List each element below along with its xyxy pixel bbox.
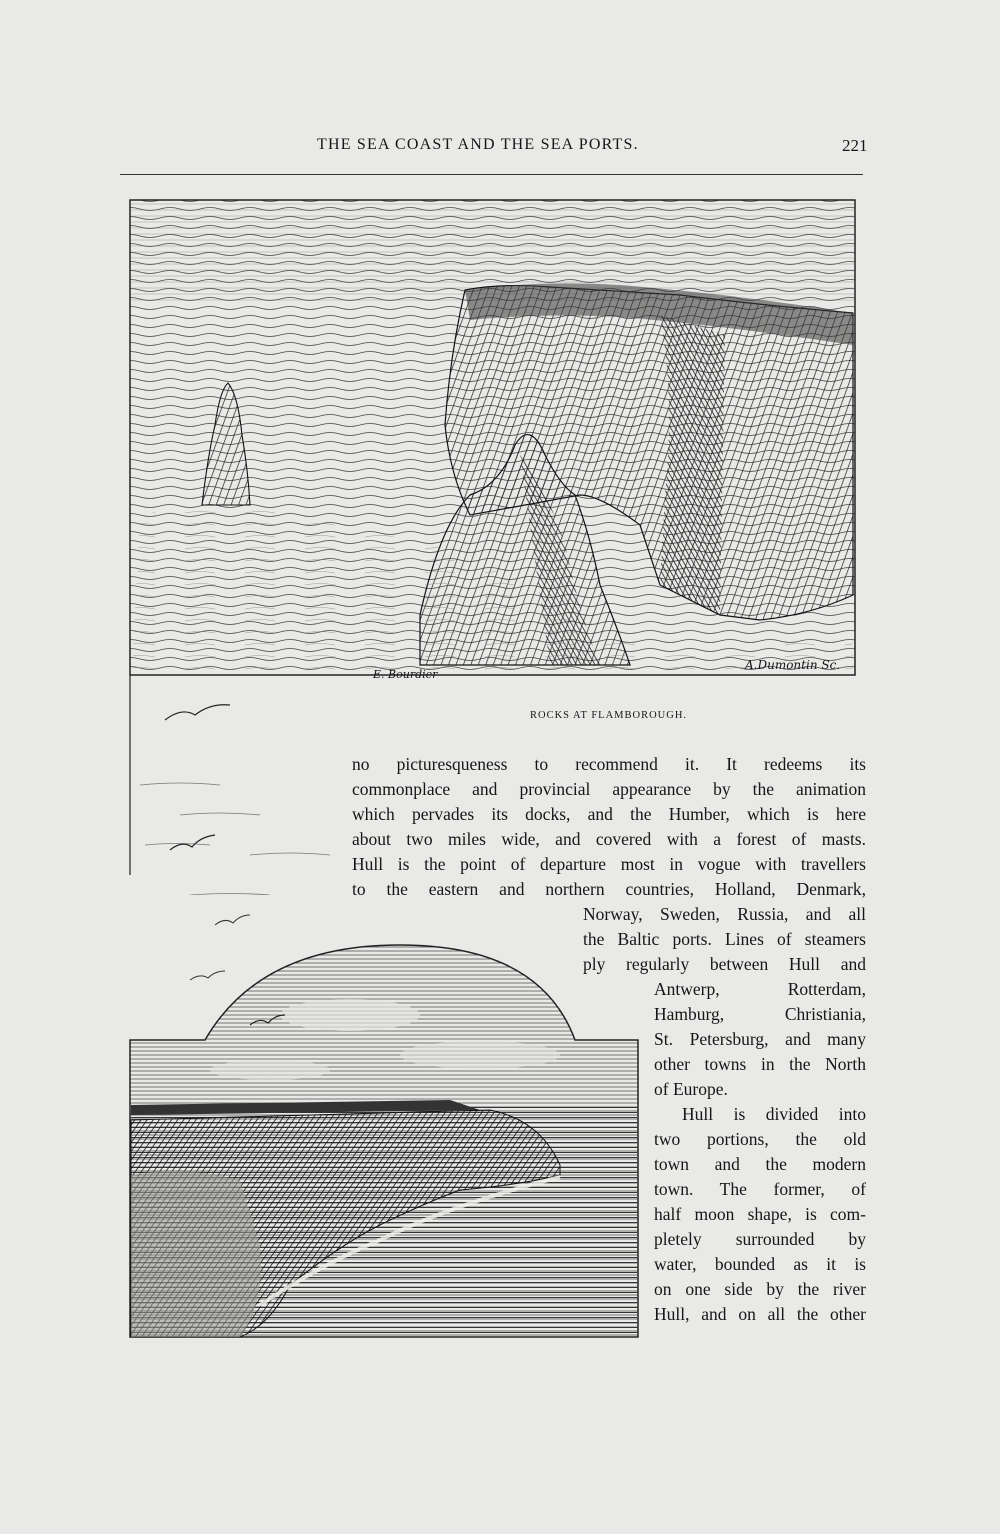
engraving-coastal-cliffs <box>120 905 650 1345</box>
text-line: Hamburg, Christiania, <box>654 1004 866 1024</box>
text-line: ply regularly between Hull and <box>583 954 866 974</box>
text-line: other towns in the North <box>654 1054 866 1074</box>
text-line: town and the modern <box>654 1154 866 1174</box>
artist-signature: E. Bourdier <box>373 668 438 681</box>
text-line: of Europe. <box>654 1079 728 1099</box>
text-line: Hull is the point of departure most in vogue with travellers <box>352 854 866 874</box>
text-line: two portions, the old <box>654 1129 866 1149</box>
engraver-signature: A.Dumontin Sc. <box>745 658 841 672</box>
text-line: pletely surrounded by <box>654 1229 866 1249</box>
text-line: on one side by the river <box>654 1279 866 1299</box>
text-line: the Baltic ports. Lines of steamers <box>583 929 866 949</box>
header-rule <box>120 174 863 175</box>
page-number: 221 <box>842 136 868 155</box>
figure-caption: ROCKS AT FLAMBOROUGH. <box>530 710 688 721</box>
text-line: Hull is divided into <box>682 1104 866 1124</box>
text-line: no picturesqueness to recommend it. It redeems its <box>352 754 866 774</box>
text-line: Hull, and on all the other <box>654 1304 866 1324</box>
text-line: about two miles wide, and covered with a forest of masts. <box>352 829 866 849</box>
text-line: Antwerp, Rotterdam, <box>654 979 866 999</box>
text-line: St. Petersburg, and many <box>654 1029 866 1049</box>
text-line: town. The former, of <box>654 1179 866 1199</box>
text-line: Norway, Sweden, Russia, and all <box>583 904 866 924</box>
text-line: half moon shape, is com- <box>654 1204 866 1224</box>
running-title: THE SEA COAST AND THE SEA PORTS. <box>317 136 639 153</box>
text-line: to the eastern and northern countries, Holland, Denmark, <box>352 879 866 899</box>
text-line: which pervades its docks, and the Humber, which is here <box>352 804 866 824</box>
text-line: water, bounded as it is <box>654 1254 866 1274</box>
text-line: commonplace and provincial appearance by the animation <box>352 779 866 799</box>
